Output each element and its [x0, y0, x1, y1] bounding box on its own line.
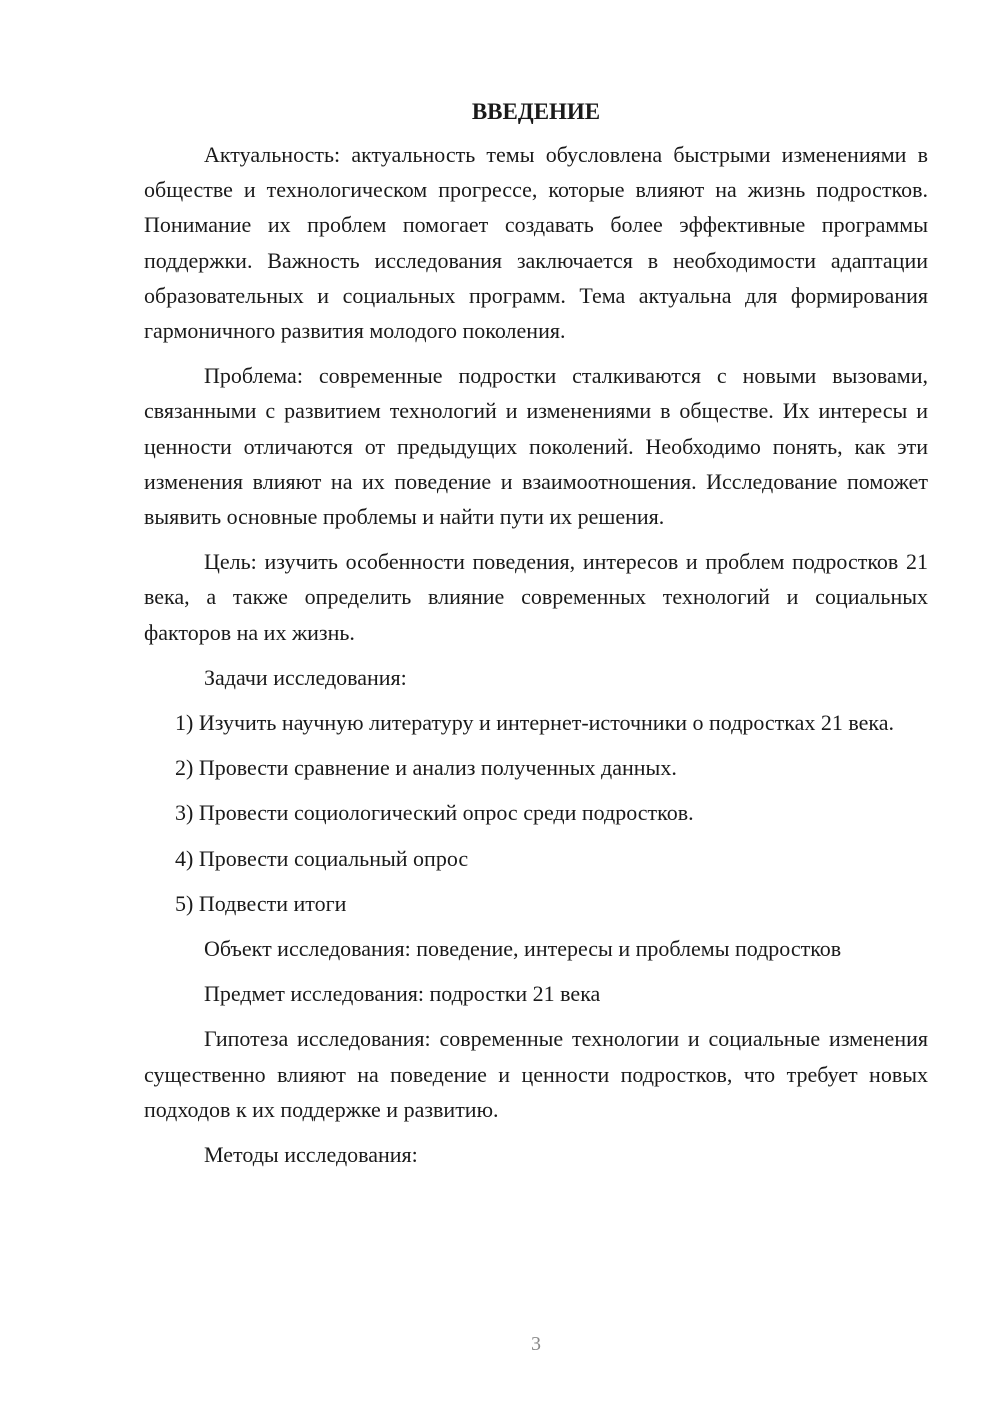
task-item: 3) Провести социологический опрос среди подростков. — [175, 800, 694, 826]
tasks-title: Задачи исследования: — [204, 664, 407, 690]
methods-title: Методы исследования: — [204, 1142, 418, 1168]
document-page — [144, 94, 928, 1182]
problem-paragraph: Проблема: современные подростки сталкиваются с новыми вызовами, связанными с развитием технологий и изменениями в обществе. Их интересы и ценности отличаются от предыдущих поколений. Необходимо понять, как эти изменения влияют на их поведение и взаимоотношения. Исследование поможет выявить основные проблемы и найти пути их решения. — [144, 363, 928, 530]
task-item: 2) Провести сравнение и анализ полученных данных. — [175, 755, 677, 781]
task-item: 5) Подвести итоги — [175, 890, 347, 916]
task-item: 1) Изучить научную литературу и интернет-источники о подростках 21 века. — [175, 710, 895, 736]
goal-paragraph: Цель: изучить особенности поведения, интересов и проблем подростков 21 века, а также определить влияние современных технологий и социальных факторов на их жизнь. — [144, 549, 928, 645]
subject-paragraph: Предмет исследования: подростки 21 века — [204, 981, 601, 1007]
relevance-paragraph: Актуальность: актуальность темы обусловлена быстрыми изменениями в обществе и технологическом прогрессе, которые влияют на жизнь подростков. Понимание их проблем помогает создавать более эффективные программы поддержки. Важность исследования заключается в необходимости адаптации образовательных и социальных программ. Тема актуальна для формирования гармоничного развития молодого поколения. — [144, 142, 928, 344]
task-item: 4) Провести социальный опрос — [175, 845, 469, 871]
object-paragraph: Объект исследования: поведение, интересы и проблемы подростков — [204, 936, 842, 962]
hypothesis-paragraph: Гипотеза исследования: современные технологии и социальные изменения существенно влияют на поведение и ценности подростков, что требует новых подходов к их поддержке и развитию. — [144, 1026, 928, 1122]
page-number: 3 — [531, 1333, 541, 1355]
section-heading: ВВЕДЕНИЕ — [471, 99, 601, 124]
